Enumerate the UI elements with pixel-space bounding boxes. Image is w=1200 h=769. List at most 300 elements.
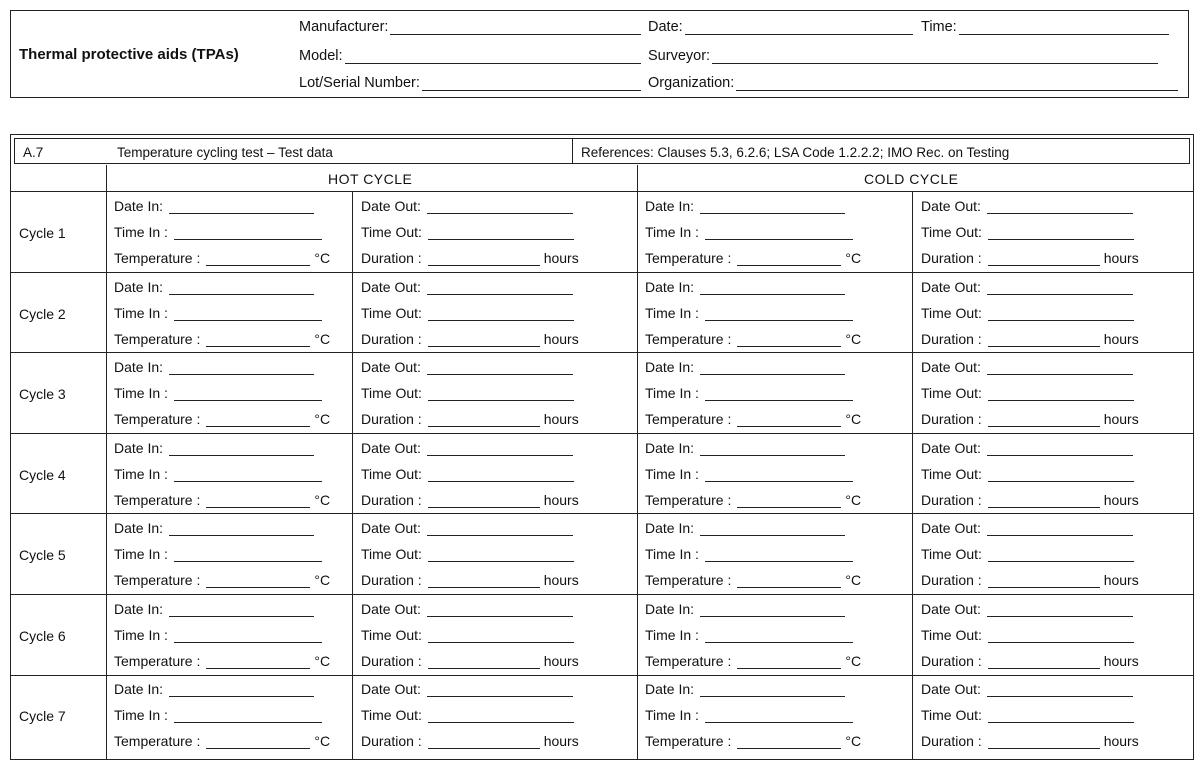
temperature-label: Temperature : <box>645 652 732 669</box>
fill-in-line[interactable] <box>169 685 314 697</box>
duration-label: Duration : <box>921 572 982 588</box>
hot-cycle-header: HOT CYCLE <box>328 171 413 187</box>
fill-in-line[interactable] <box>169 605 314 617</box>
fill-in-line[interactable] <box>988 335 1100 347</box>
fill-in-line[interactable] <box>737 576 841 588</box>
temperature-label: Temperature : <box>645 733 732 749</box>
hot-date-out-field[interactable] <box>361 601 577 617</box>
cold-temperature-field[interactable] <box>645 653 861 669</box>
fill-in-line[interactable] <box>705 228 853 240</box>
time-in-label: Time In : <box>645 224 699 240</box>
cold-time-in-field[interactable] <box>645 546 857 562</box>
fill-in-line[interactable] <box>737 254 841 266</box>
time-in-label: Time In : <box>645 465 699 482</box>
time-out-label: Time Out: <box>921 546 982 562</box>
fill-in-line[interactable] <box>988 576 1100 588</box>
fill-in-line[interactable] <box>987 202 1133 214</box>
date-in-label: Date In: <box>645 359 695 375</box>
date-out-label: Date Out: <box>921 198 981 214</box>
hours-unit: hours <box>1103 652 1139 669</box>
date-out-label: Date Out: <box>361 520 421 536</box>
cycle-label: Cycle 2 <box>19 305 66 322</box>
cold-duration-field[interactable] <box>921 250 1139 266</box>
fill-in-line[interactable] <box>169 444 314 456</box>
hot-date-in-field[interactable] <box>114 198 318 214</box>
date-in-label: Date In: <box>114 198 164 214</box>
date-out-label: Date Out: <box>921 439 981 456</box>
time-out-label: Time Out: <box>361 626 422 643</box>
time-in-label: Time In : <box>645 707 699 723</box>
celsius-unit: °C <box>845 572 862 588</box>
temperature-label: Temperature : <box>114 572 201 588</box>
fill-in-line[interactable] <box>427 444 573 456</box>
hot-date-in-field[interactable] <box>114 520 318 536</box>
hours-unit: hours <box>543 411 579 427</box>
time-field[interactable] <box>921 19 1169 35</box>
fill-in-line[interactable] <box>988 309 1134 321</box>
time-in-label: Time In : <box>114 224 168 240</box>
temperature-cycling-table <box>10 134 1194 760</box>
celsius-unit: °C <box>845 491 862 508</box>
divider <box>11 513 1193 514</box>
hours-unit: hours <box>543 572 579 588</box>
duration-label: Duration : <box>921 411 982 427</box>
duration-label: Duration : <box>361 652 422 669</box>
organization-field[interactable] <box>648 75 1178 91</box>
cold-time-in-field[interactable] <box>645 627 857 643</box>
time-in-label: Time In : <box>645 304 699 321</box>
cold-temperature-field[interactable] <box>645 572 861 588</box>
cold-time-in-field[interactable] <box>645 224 857 240</box>
cold-date-in-field[interactable] <box>645 601 849 617</box>
cold-date-out-field[interactable] <box>921 198 1137 214</box>
cold-date-out-field[interactable] <box>921 601 1137 617</box>
hot-time-out-field[interactable] <box>361 627 578 643</box>
fill-in-line[interactable] <box>174 711 322 723</box>
date-in-label: Date In: <box>645 278 695 295</box>
cold-duration-field[interactable] <box>921 653 1139 669</box>
manufacturer-label: Manufacturer: <box>299 19 389 35</box>
time-out-label: Time Out: <box>361 546 422 562</box>
fill-in-line[interactable] <box>988 737 1100 749</box>
date-in-label: Date In: <box>114 520 164 536</box>
cold-date-out-field[interactable] <box>921 681 1137 697</box>
fill-in-line[interactable] <box>428 576 540 588</box>
cold-time-in-field[interactable] <box>645 707 857 723</box>
cold-duration-field[interactable] <box>921 572 1139 588</box>
time-in-label: Time In : <box>114 385 168 401</box>
cold-time-out-field[interactable] <box>921 385 1138 401</box>
fill-in-line[interactable] <box>428 496 540 508</box>
fill-in-line[interactable] <box>428 470 574 482</box>
time-label: Time: <box>921 19 957 35</box>
date-out-label: Date Out: <box>921 359 981 375</box>
celsius-unit: °C <box>845 652 862 669</box>
temperature-label: Temperature : <box>114 250 201 266</box>
hot-time-out-field[interactable] <box>361 546 578 562</box>
fill-in-line[interactable] <box>428 389 574 401</box>
cold-date-in-field[interactable] <box>645 520 849 536</box>
fill-in-line[interactable] <box>174 389 322 401</box>
manufacturer-field[interactable] <box>299 19 641 35</box>
date-in-label: Date In: <box>114 681 164 697</box>
fill-in-line[interactable] <box>427 605 573 617</box>
hours-unit: hours <box>1103 572 1139 588</box>
fill-in-line[interactable] <box>174 228 322 240</box>
fill-in-line[interactable] <box>700 283 845 295</box>
hot-date-in-field[interactable] <box>114 279 318 295</box>
cold-time-in-field[interactable] <box>645 466 857 482</box>
hours-unit: hours <box>1103 250 1139 266</box>
time-in-label: Time In : <box>645 626 699 643</box>
time-in-label: Time In : <box>114 707 168 723</box>
organization-label: Organization: <box>648 75 735 91</box>
hot-time-in-field[interactable] <box>114 305 326 321</box>
fill-in-line[interactable] <box>700 524 845 536</box>
hours-unit: hours <box>543 491 579 508</box>
hot-date-in-field[interactable] <box>114 359 318 375</box>
cycle-label: Cycle 4 <box>19 466 66 483</box>
cold-duration-field[interactable] <box>921 733 1139 749</box>
hot-duration-field[interactable] <box>361 653 579 669</box>
hot-date-out-field[interactable] <box>361 198 577 214</box>
fill-in-line[interactable] <box>174 631 322 643</box>
fill-in-line[interactable] <box>174 470 322 482</box>
hot-temperature-field[interactable] <box>114 492 330 508</box>
fill-in-line[interactable] <box>987 685 1133 697</box>
cold-date-out-field[interactable] <box>921 440 1137 456</box>
model-field[interactable] <box>299 48 641 64</box>
time-out-label: Time Out: <box>361 304 422 321</box>
cycle-label: Cycle 3 <box>19 386 66 402</box>
cold-time-out-field[interactable] <box>921 466 1138 482</box>
celsius-unit: °C <box>845 733 862 749</box>
fill-in-line[interactable] <box>427 524 573 536</box>
duration-label: Duration : <box>921 491 982 508</box>
cold-temperature-field[interactable] <box>645 411 861 427</box>
celsius-unit: °C <box>314 330 331 347</box>
duration-label: Duration : <box>361 250 422 266</box>
celsius-unit: °C <box>314 491 331 508</box>
hot-date-out-field[interactable] <box>361 681 577 697</box>
fill-in-line[interactable] <box>428 309 574 321</box>
hot-time-in-field[interactable] <box>114 546 326 562</box>
fill-in-line[interactable] <box>700 363 845 375</box>
hot-time-in-field[interactable] <box>114 385 326 401</box>
cold-temperature-field[interactable] <box>645 492 861 508</box>
hot-duration-field[interactable] <box>361 572 579 588</box>
time-out-label: Time Out: <box>921 707 982 723</box>
fill-in-line[interactable] <box>705 711 853 723</box>
cold-time-out-field[interactable] <box>921 305 1138 321</box>
hot-temperature-field[interactable] <box>114 572 330 588</box>
duration-label: Duration : <box>921 250 982 266</box>
fill-in-line[interactable] <box>169 283 314 295</box>
date-in-label: Date In: <box>114 359 164 375</box>
fill-in-line[interactable] <box>206 576 310 588</box>
hot-duration-field[interactable] <box>361 411 579 427</box>
duration-label: Duration : <box>921 733 982 749</box>
divider <box>637 165 638 760</box>
date-in-label: Date In: <box>114 439 164 456</box>
cold-time-in-field[interactable] <box>645 385 857 401</box>
fill-in-line[interactable] <box>988 496 1100 508</box>
hours-unit: hours <box>543 330 579 347</box>
time-in-label: Time In : <box>114 465 168 482</box>
fill-in-line[interactable] <box>705 309 853 321</box>
fill-in-line[interactable] <box>428 335 540 347</box>
hot-temperature-field[interactable] <box>114 331 330 347</box>
fill-in-line[interactable] <box>428 550 574 562</box>
fill-in-line[interactable] <box>206 415 310 427</box>
duration-label: Duration : <box>361 572 422 588</box>
date-out-label: Date Out: <box>361 600 421 617</box>
celsius-unit: °C <box>314 572 331 588</box>
date-in-label: Date In: <box>645 198 695 214</box>
hot-duration-field[interactable] <box>361 733 579 749</box>
fill-in-line[interactable] <box>988 550 1134 562</box>
lot-serial-field[interactable] <box>299 75 641 91</box>
date-in-label: Date In: <box>645 439 695 456</box>
temperature-label: Temperature : <box>114 491 201 508</box>
cold-date-in-field[interactable] <box>645 440 849 456</box>
fill-in-line[interactable] <box>988 254 1100 266</box>
fill-in-line[interactable] <box>428 711 574 723</box>
fill-in-line[interactable] <box>206 496 310 508</box>
time-out-label: Time Out: <box>921 385 982 401</box>
hot-time-in-field[interactable] <box>114 707 326 723</box>
cold-time-in-field[interactable] <box>645 305 857 321</box>
fill-in-line[interactable] <box>428 228 574 240</box>
cold-date-in-field[interactable] <box>645 359 849 375</box>
time-out-label: Time Out: <box>921 626 982 643</box>
duration-label: Duration : <box>921 652 982 669</box>
fill-in-line[interactable] <box>988 228 1134 240</box>
fill-in-line[interactable] <box>700 444 845 456</box>
cold-temperature-field[interactable] <box>645 250 861 266</box>
temperature-label: Temperature : <box>114 652 201 669</box>
cold-temperature-field[interactable] <box>645 331 861 347</box>
fill-in-line[interactable] <box>737 657 841 669</box>
time-in-label: Time In : <box>645 385 699 401</box>
celsius-unit: °C <box>314 733 331 749</box>
date-in-label: Date In: <box>645 600 695 617</box>
cold-time-out-field[interactable] <box>921 546 1138 562</box>
date-label: Date: <box>648 19 683 35</box>
fill-in-line[interactable] <box>700 605 845 617</box>
fill-in-line[interactable] <box>174 550 322 562</box>
cold-date-out-field[interactable] <box>921 279 1137 295</box>
cold-duration-field[interactable] <box>921 411 1139 427</box>
fill-in-line[interactable] <box>737 496 841 508</box>
date-out-label: Date Out: <box>921 600 981 617</box>
fill-in-line[interactable] <box>737 335 841 347</box>
cold-duration-field[interactable] <box>921 331 1139 347</box>
hot-time-out-field[interactable] <box>361 466 578 482</box>
cold-time-out-field[interactable] <box>921 627 1138 643</box>
time-out-label: Time Out: <box>921 465 982 482</box>
fill-in-line[interactable] <box>427 363 573 375</box>
hot-date-out-field[interactable] <box>361 279 577 295</box>
fill-in-line[interactable] <box>206 737 310 749</box>
hot-date-in-field[interactable] <box>114 601 318 617</box>
celsius-unit: °C <box>845 411 862 427</box>
fill-in-line[interactable] <box>428 737 540 749</box>
hours-unit: hours <box>1103 491 1139 508</box>
divider <box>11 191 1193 192</box>
cold-duration-field[interactable] <box>921 492 1139 508</box>
fill-in-line[interactable] <box>705 389 853 401</box>
date-out-label: Date Out: <box>361 439 421 456</box>
date-out-label: Date Out: <box>361 198 421 214</box>
hot-temperature-field[interactable] <box>114 250 330 266</box>
hot-duration-field[interactable] <box>361 492 579 508</box>
fill-in-line[interactable] <box>987 524 1133 536</box>
fill-in-line[interactable] <box>988 389 1134 401</box>
celsius-unit: °C <box>845 250 862 266</box>
fill-in-line[interactable] <box>700 202 845 214</box>
time-out-label: Time Out: <box>361 224 422 240</box>
time-out-label: Time Out: <box>921 304 982 321</box>
lot-serial-label: Lot/Serial Number: <box>299 75 420 91</box>
cold-date-in-field[interactable] <box>645 279 849 295</box>
fill-in-line[interactable] <box>987 444 1133 456</box>
fill-in-line[interactable] <box>705 470 853 482</box>
date-in-label: Date In: <box>645 520 695 536</box>
hot-temperature-field[interactable] <box>114 733 330 749</box>
cold-date-in-field[interactable] <box>645 681 849 697</box>
temperature-label: Temperature : <box>114 733 201 749</box>
fill-in-line[interactable] <box>987 605 1133 617</box>
surveyor-label: Surveyor: <box>648 48 711 64</box>
date-out-label: Date Out: <box>921 520 981 536</box>
hours-unit: hours <box>543 733 579 749</box>
celsius-unit: °C <box>314 411 331 427</box>
hot-temperature-field[interactable] <box>114 411 330 427</box>
fill-in-line[interactable] <box>169 524 314 536</box>
section-id: A.7 <box>23 145 44 160</box>
divider <box>11 675 1193 676</box>
fill-in-line[interactable] <box>988 631 1134 643</box>
duration-label: Duration : <box>921 330 982 347</box>
cycle-label: Cycle 6 <box>19 627 66 644</box>
fill-in-line[interactable] <box>988 657 1100 669</box>
hot-date-out-field[interactable] <box>361 440 577 456</box>
hours-unit: hours <box>543 652 579 669</box>
fill-in-line[interactable] <box>427 202 573 214</box>
hot-temperature-field[interactable] <box>114 653 330 669</box>
date-in-label: Date In: <box>114 600 164 617</box>
fill-in-line[interactable] <box>988 470 1134 482</box>
section-header-row <box>14 138 1190 164</box>
fill-in-line[interactable] <box>987 283 1133 295</box>
hours-unit: hours <box>543 250 579 266</box>
hours-unit: hours <box>1103 411 1139 427</box>
hot-date-out-field[interactable] <box>361 520 577 536</box>
hot-time-out-field[interactable] <box>361 224 578 240</box>
cold-time-out-field[interactable] <box>921 224 1138 240</box>
hours-unit: hours <box>1103 330 1139 347</box>
cold-time-out-field[interactable] <box>921 707 1138 723</box>
hot-time-out-field[interactable] <box>361 385 578 401</box>
hot-duration-field[interactable] <box>361 331 579 347</box>
cold-date-out-field[interactable] <box>921 520 1137 536</box>
date-field[interactable] <box>648 19 913 35</box>
hot-date-in-field[interactable] <box>114 440 318 456</box>
date-in-label: Date In: <box>645 681 695 697</box>
celsius-unit: °C <box>314 652 331 669</box>
hours-unit: hours <box>1103 733 1139 749</box>
date-out-label: Date Out: <box>361 681 421 697</box>
time-in-label: Time In : <box>645 546 699 562</box>
fill-in-line[interactable] <box>428 254 540 266</box>
cycle-label: Cycle 1 <box>19 225 66 241</box>
form-header <box>10 10 1189 98</box>
fill-in-line[interactable] <box>428 631 574 643</box>
hot-time-in-field[interactable] <box>114 466 326 482</box>
time-out-label: Time Out: <box>361 385 422 401</box>
hot-time-in-field[interactable] <box>114 627 326 643</box>
time-out-label: Time Out: <box>361 707 422 723</box>
hot-duration-field[interactable] <box>361 250 579 266</box>
fill-in-line[interactable] <box>169 363 314 375</box>
cycle-label: Cycle 7 <box>19 708 66 724</box>
cold-date-in-field[interactable] <box>645 198 849 214</box>
time-in-label: Time In : <box>114 626 168 643</box>
duration-label: Duration : <box>361 733 422 749</box>
hot-time-out-field[interactable] <box>361 707 578 723</box>
fill-in-line[interactable] <box>428 657 540 669</box>
surveyor-field[interactable] <box>648 48 1158 64</box>
temperature-label: Temperature : <box>645 572 732 588</box>
fill-in-line[interactable] <box>705 550 853 562</box>
fill-in-line[interactable] <box>428 415 540 427</box>
fill-in-line[interactable] <box>169 202 314 214</box>
fill-in-line[interactable] <box>705 631 853 643</box>
fill-in-line[interactable] <box>206 335 310 347</box>
cold-temperature-field[interactable] <box>645 733 861 749</box>
fill-in-line[interactable] <box>737 415 841 427</box>
time-in-label: Time In : <box>114 304 168 321</box>
fill-in-line[interactable] <box>987 363 1133 375</box>
temperature-label: Temperature : <box>114 330 201 347</box>
time-out-label: Time Out: <box>361 465 422 482</box>
hot-time-out-field[interactable] <box>361 305 578 321</box>
form-title: Thermal protective aids (TPAs) <box>19 46 239 63</box>
temperature-label: Temperature : <box>645 411 732 427</box>
hot-time-in-field[interactable] <box>114 224 326 240</box>
cold-date-out-field[interactable] <box>921 359 1137 375</box>
date-out-label: Date Out: <box>921 681 981 697</box>
date-in-label: Date In: <box>114 278 164 295</box>
temperature-label: Temperature : <box>114 411 201 427</box>
divider <box>11 352 1193 353</box>
fill-in-line[interactable] <box>700 685 845 697</box>
fill-in-line[interactable] <box>427 283 573 295</box>
hot-date-out-field[interactable] <box>361 359 577 375</box>
fill-in-line[interactable] <box>988 711 1134 723</box>
fill-in-line[interactable] <box>427 685 573 697</box>
fill-in-line[interactable] <box>174 309 322 321</box>
duration-label: Duration : <box>361 491 422 508</box>
fill-in-line[interactable] <box>737 737 841 749</box>
fill-in-line[interactable] <box>988 415 1100 427</box>
hot-date-in-field[interactable] <box>114 681 318 697</box>
divider <box>11 594 1193 595</box>
time-out-label: Time Out: <box>921 224 982 240</box>
fill-in-line[interactable] <box>206 254 310 266</box>
fill-in-line[interactable] <box>206 657 310 669</box>
